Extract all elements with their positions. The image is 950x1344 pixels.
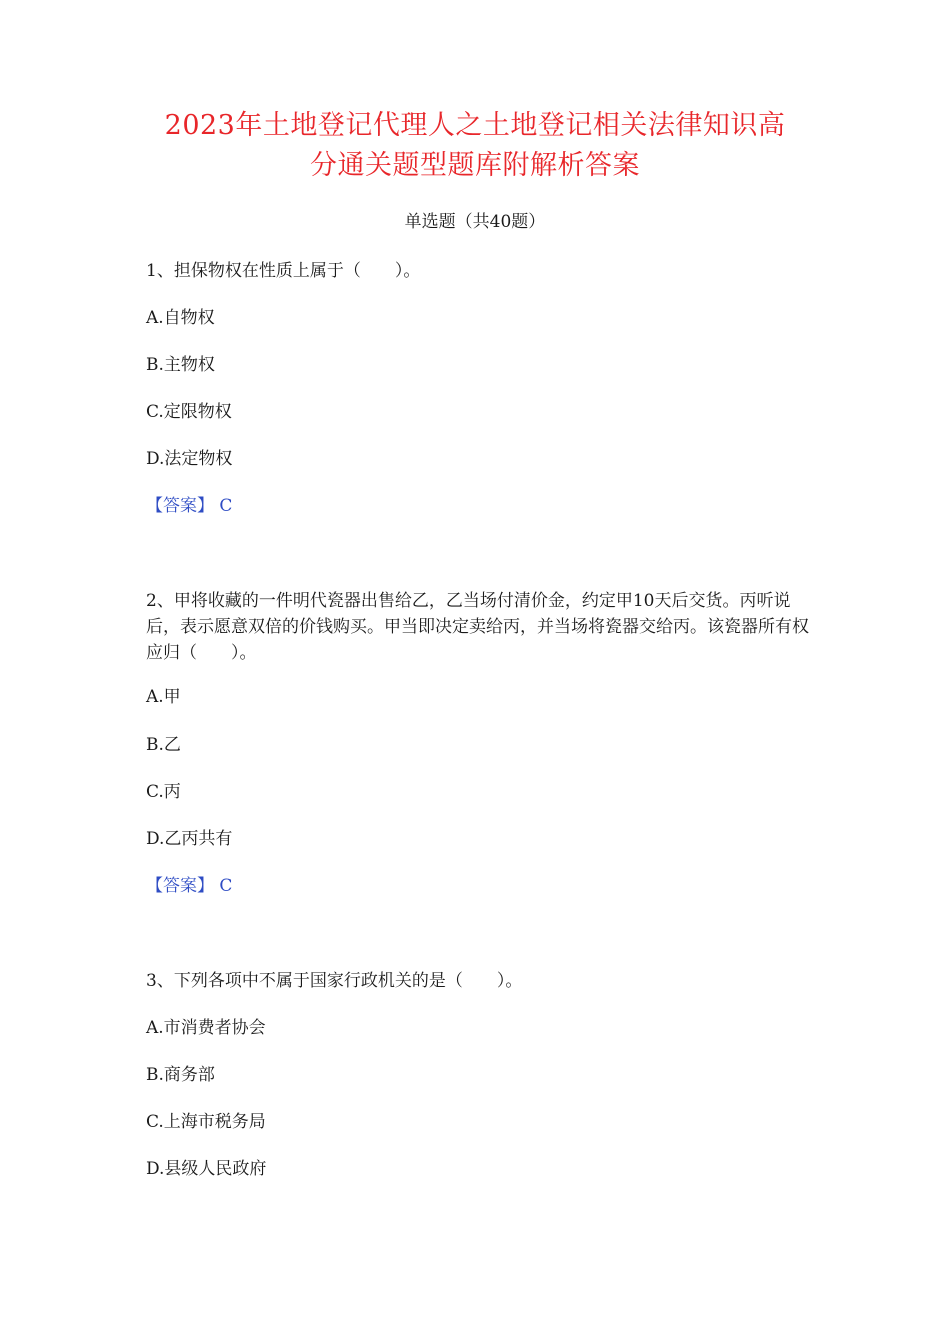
- question-1-option-a: A.自物权: [146, 308, 215, 328]
- question-2-stem: 2、甲将收藏的一件明代瓷器出售给乙，乙当场付清价金，约定甲10天后交货。丙听说后，表示愿意双倍的价钱购买。甲当即决定卖给丙，并当场将瓷器交给丙。该瓷器所有权应归（ ）。: [146, 591, 809, 663]
- question-1-stem: 1、担保物权在性质上属于（ ）。: [146, 261, 421, 281]
- question-1-option-d: D.法定物权: [146, 449, 233, 469]
- question-3-stem: 3、下列各项中不属于国家行政机关的是（ ）。: [146, 971, 523, 991]
- section-heading: 单选题（共40题）: [404, 212, 546, 232]
- question-1-answer: 【答案】 C: [146, 496, 233, 516]
- question-2-option-a: A.甲: [146, 687, 181, 707]
- document-title: [95, 106, 855, 186]
- question-3-option-d: D.县级人民政府: [146, 1159, 267, 1179]
- question-1-option-c: C.定限物权: [146, 402, 232, 422]
- question-2-option-c: C.丙: [146, 782, 181, 802]
- question-3-option-b: B.商务部: [146, 1065, 215, 1085]
- question-2-answer: 【答案】 C: [146, 876, 233, 896]
- question-3-option-a: A.市消费者协会: [146, 1018, 266, 1038]
- question-2-option-d: D.乙丙共有: [146, 829, 233, 849]
- question-1-option-b: B.主物权: [146, 355, 215, 375]
- question-3-option-c: C.上海市税务局: [146, 1112, 266, 1132]
- title-line-1: 2023年土地登记代理人之土地登记相关法律知识高: [164, 110, 786, 141]
- title-line-2: 分通关题型题库附解析答案: [310, 150, 640, 181]
- question-2-option-b: B.乙: [146, 735, 181, 755]
